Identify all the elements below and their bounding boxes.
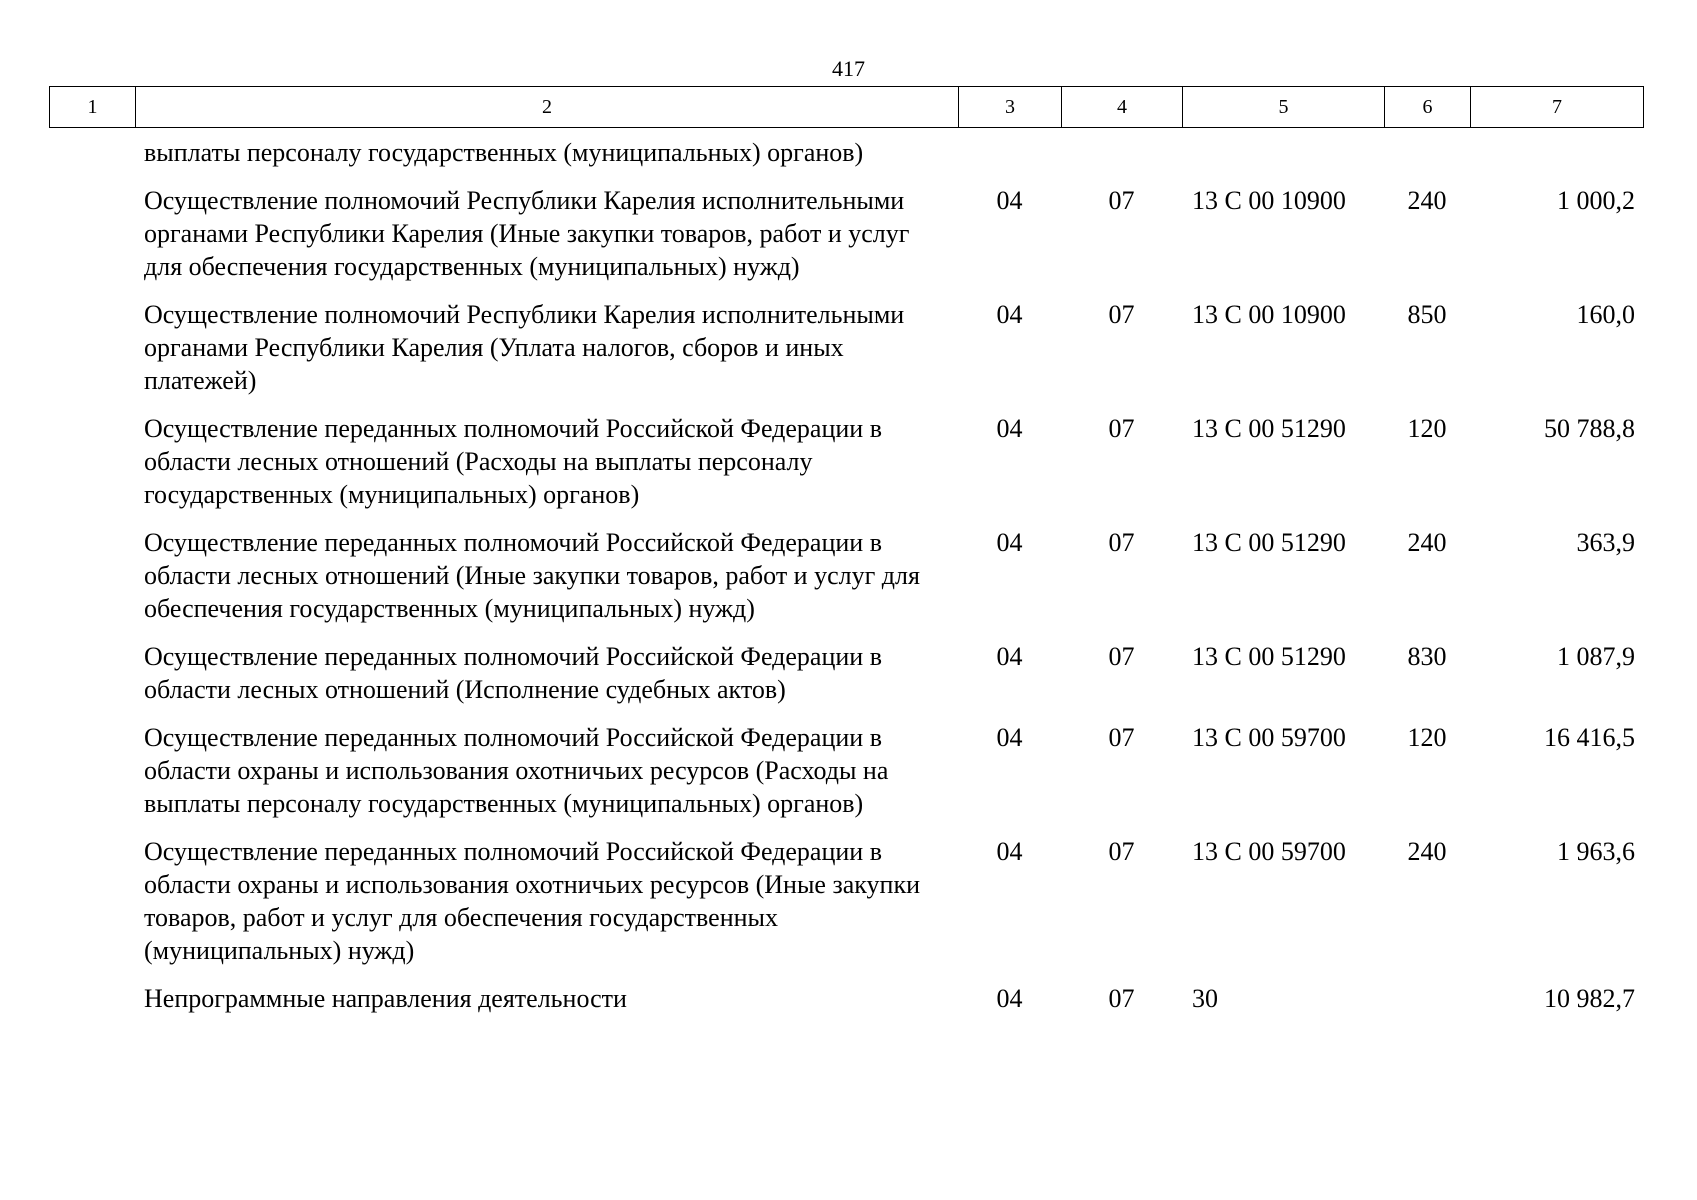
row-subsection-code: 07 xyxy=(1108,186,1135,215)
row-expense-type xyxy=(1384,136,1470,169)
row-subsection-code: 07 xyxy=(1108,414,1135,443)
row-section-code: 04 xyxy=(996,837,1023,866)
row-description: Осуществление переданных полномочий Российской Федерации в области лесных отношений (Исполнение судебных актов) xyxy=(144,642,882,704)
row-amount: 363,9 xyxy=(1576,528,1635,557)
budget-table xyxy=(49,136,1643,1015)
row-section-code: 04 xyxy=(996,642,1023,671)
row-target-article: 13 С 00 51290 xyxy=(1192,528,1346,557)
row-section-code: 04 xyxy=(996,414,1023,443)
row-description: Осуществление полномочий Республики Карелия исполнительными органами Республики Карелия (Иные закупки товаров, работ и услуг для обеспечения государственных (муниципальных) нужд) xyxy=(144,186,910,281)
header-col-7: 7 xyxy=(1471,87,1644,128)
row-target-article: 13 С 00 59700 xyxy=(1192,723,1346,752)
row-section-code: 04 xyxy=(996,528,1023,557)
row-section-code xyxy=(958,136,1061,169)
row-expense-type: 120 xyxy=(1407,723,1447,752)
row-amount: 1 000,2 xyxy=(1557,186,1635,215)
table-row xyxy=(49,136,1643,169)
row-expense-type: 120 xyxy=(1407,414,1447,443)
row-description: Непрограммные направления деятельности xyxy=(144,984,627,1013)
table-row xyxy=(49,967,1643,1015)
row-section-code: 04 xyxy=(996,723,1023,752)
row-target-article: 30 xyxy=(1192,984,1218,1013)
row-subsection-code: 07 xyxy=(1108,528,1135,557)
row-section-code: 04 xyxy=(996,186,1023,215)
header-col-4: 4 xyxy=(1062,87,1183,128)
header-row xyxy=(50,87,1644,128)
row-description: Осуществление полномочий Республики Карелия исполнительными органами Республики Карелия (Уплата налогов, сборов и иных платежей) xyxy=(144,300,905,395)
header-col-6: 6 xyxy=(1385,87,1471,128)
header-col-3: 3 xyxy=(959,87,1062,128)
column-number-header xyxy=(49,86,1644,128)
row-subsection-code: 07 xyxy=(1108,723,1135,752)
row-description: Осуществление переданных полномочий Российской Федерации в области лесных отношений (Иные закупки товаров, работ и услуг для обеспечения государственных (муниципальных) нужд) xyxy=(144,528,920,623)
table-row xyxy=(49,511,1643,625)
row-expense-type: 830 xyxy=(1407,642,1447,671)
row-amount: 50 788,8 xyxy=(1544,414,1635,443)
row-target-article: 13 С 00 10900 xyxy=(1192,300,1346,329)
row-amount: 16 416,5 xyxy=(1544,723,1635,752)
header-col-5: 5 xyxy=(1183,87,1385,128)
row-target-article: 13 С 00 59700 xyxy=(1192,837,1346,866)
row-expense-type: 850 xyxy=(1407,300,1447,329)
table-row xyxy=(49,283,1643,397)
row-subsection-code: 07 xyxy=(1108,642,1135,671)
row-target-article xyxy=(1182,136,1384,169)
row-subsection-code: 07 xyxy=(1108,300,1135,329)
row-amount: 1 087,9 xyxy=(1557,642,1635,671)
table-row xyxy=(49,820,1643,967)
row-expense-type: 240 xyxy=(1407,837,1447,866)
row-amount: 160,0 xyxy=(1576,300,1635,329)
row-expense-type xyxy=(1384,967,1470,1015)
table-row xyxy=(49,706,1643,820)
table-row xyxy=(49,397,1643,511)
row-description: Осуществление переданных полномочий Российской Федерации в области охраны и использования охотничьих ресурсов (Расходы на выплаты персоналу государственных (муниципальных) органов) xyxy=(144,723,889,818)
page-number: 417 xyxy=(832,56,865,81)
row-subsection-code xyxy=(1061,136,1182,169)
row-subsection-code: 07 xyxy=(1108,984,1135,1013)
row-section-code: 04 xyxy=(996,300,1023,329)
row-amount xyxy=(1470,136,1643,169)
row-amount: 10 982,7 xyxy=(1544,984,1635,1013)
table-row xyxy=(49,169,1643,283)
row-amount: 1 963,6 xyxy=(1557,837,1635,866)
row-description: Осуществление переданных полномочий Российской Федерации в области лесных отношений (Расходы на выплаты персоналу государственных (муниципальных) органов) xyxy=(144,414,882,509)
header-col-1: 1 xyxy=(50,87,136,128)
row-expense-type: 240 xyxy=(1407,186,1447,215)
header-col-2: 2 xyxy=(136,87,959,128)
row-section-code: 04 xyxy=(996,984,1023,1013)
row-target-article: 13 С 00 10900 xyxy=(1192,186,1346,215)
row-subsection-code: 07 xyxy=(1108,837,1135,866)
row-description: выплаты персоналу государственных (муниципальных) органов) xyxy=(144,138,864,167)
row-expense-type: 240 xyxy=(1407,528,1447,557)
row-target-article: 13 С 00 51290 xyxy=(1192,414,1346,443)
row-description: Осуществление переданных полномочий Российской Федерации в области охраны и использования охотничьих ресурсов (Иные закупки товаров, работ и услуг для обеспечения государственных (муниципальных) нужд) xyxy=(144,837,920,965)
row-target-article: 13 С 00 51290 xyxy=(1192,642,1346,671)
table-row xyxy=(49,625,1643,706)
